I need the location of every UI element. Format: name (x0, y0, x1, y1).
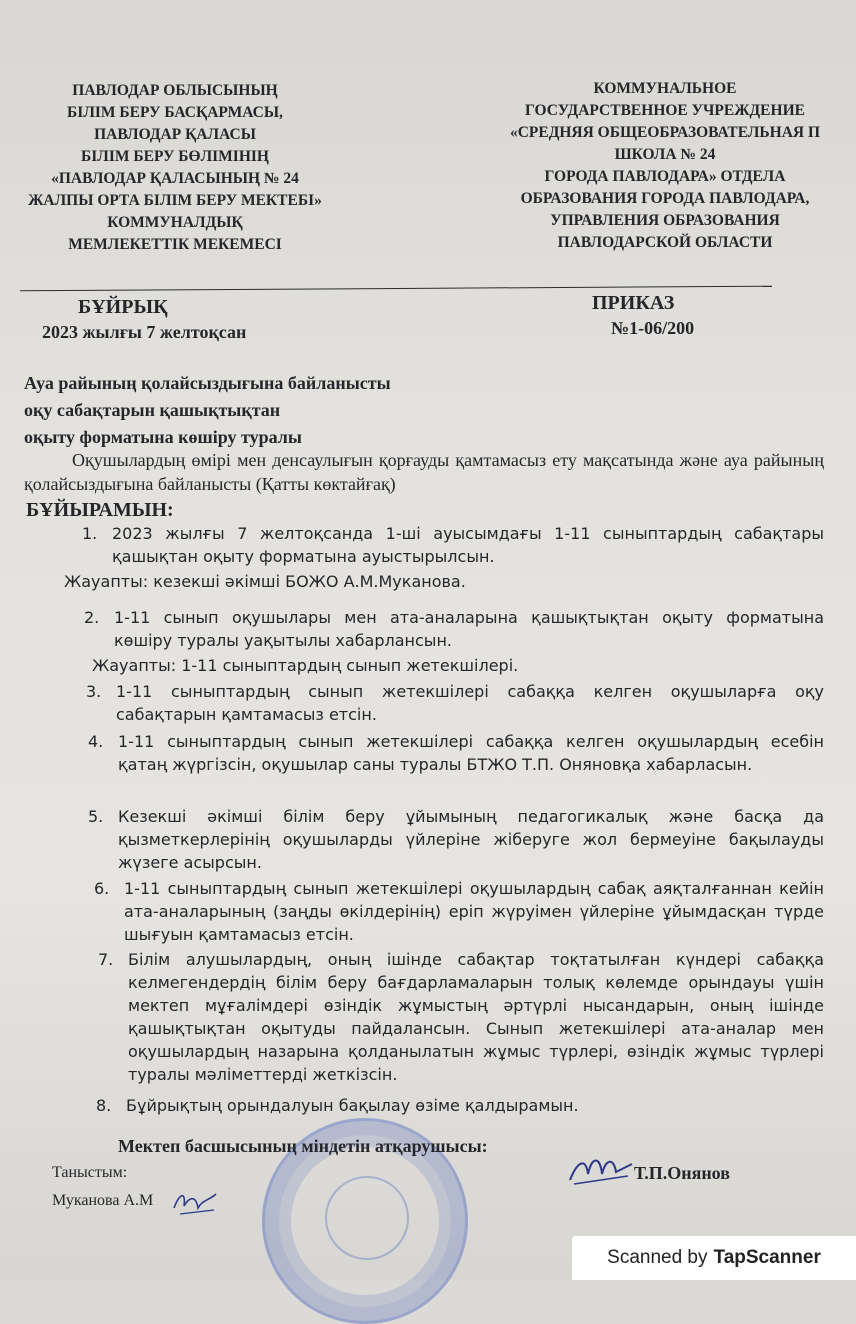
acquainted-name: Муканова А.М (52, 1192, 154, 1209)
list-item: 3. 1-11 сыныптардың сынып жетекшілері сабаққа келген оқушыларға оқу сабақтарын қамтамасыз етсін. (86, 682, 824, 724)
order-word: БҰЙЫРАМЫН: (26, 499, 174, 521)
list-item: 2. 1-11 сынып оқушылары мен ата-аналарына қашықтықтан оқыту форматына көшіру туралы уақытылы хабарлансын. (84, 608, 824, 650)
preamble-text: Оқушылардың өмірі мен денсаулығын қорғауды қамтамасыз ету мақсатында және ауа райының қолайсыздығына байланысты (Қатты көктайғақ) (24, 450, 824, 494)
list-item: 4. 1-11 сыныптардың сынып жетекшілері сабаққа келген оқушылардың есебін қатаң жүргізсін, оқушылар саны туралы БТЖО Т.П. Оняновқа хабарласын. (88, 732, 824, 774)
header-divider (20, 286, 772, 292)
list-item: 1. 2023 жылғы 7 желтоқсанда 1-ші ауысымдағы 1-11 сыныптардың сабақтары қашықтан оқыту форматына ауыстырылсын. (82, 524, 824, 566)
acquainted-signature (170, 1186, 220, 1220)
order-title-kazakh: БҰЙРЫҚ (78, 296, 168, 318)
header-right-russian: КОММУНАЛЬНОЕ ГОСУДАРСТВЕННОЕ УЧРЕЖДЕНИЕ «СРЕДНЯЯ ОБЩЕОБРАЗОВАТЕЛЬНАЯ П ШКОЛА № 24 ГОРОДА ПАВЛОДАРА» ОТДЕЛА ОБРАЗОВАНИЯ ГОРОДА ПАВЛОДАРА, УПРАВЛЕНИЯ ОБРАЗОВАНИЯ ПАВЛОДАРСКОЙ ОБЛАСТИ (509, 80, 821, 251)
director-signature (566, 1150, 636, 1190)
list-item: 5. Кезекші әкімші білім беру ұйымының педагогикалық және басқа да қызметкерлерінің оқушыларды үйлеріне жіберуге жол бермеуіне бақылауды жүзеге асырсын. (88, 807, 824, 872)
signature-name: Т.П.Онянов (634, 1163, 730, 1183)
list-item: 8. Бұйрықтың орындалуын бақылау өзіме қалдырамын. (96, 1096, 579, 1115)
header-left-kazakh: ПАВЛОДАР ОБЛЫСЫНЫҢ БІЛІМ БЕРУ БАСҚАРМАСЫ, ПАВЛОДАР ҚАЛАСЫ БІЛІМ БЕРУ БӨЛІМІНІҢ «ПАВЛОДАР ҚАЛАСЫНЫҢ № 24 ЖАЛПЫ ОРТА БІЛІМ БЕРУ МЕКТЕБІ» КОММУНАЛДЫҚ МЕМЛЕКЕТТІК МЕКЕМЕСІ (28, 82, 322, 253)
order-date: 2023 жылғы 7 желтоқсан (42, 322, 247, 342)
list-item: 6. 1-11 сыныптардың сынып жетекшілері оқушылардың сабақ аяқталғаннан кейін ата-аналарының (заңды өкілдерінің) еріп жүруімен үйлеріне ұйымдасқан түрде шығуын қамтамасыз етсін. (94, 879, 824, 944)
order-title-russian: ПРИКАЗ (592, 292, 675, 314)
acquainted-label: Таныстым: (52, 1164, 128, 1181)
seal-emblem (325, 1176, 409, 1260)
order-number: №1-06/200 (611, 318, 695, 338)
responsible-note: Жауапты: 1-11 сыныптардың сынып жетекшілері. (92, 656, 519, 675)
tapscanner-watermark: Scanned by TapScanner (572, 1236, 856, 1280)
responsible-note: Жауапты: кезекші әкімші БОЖО А.М.Муканова. (64, 572, 466, 591)
order-subject: Ауа райының қолайсыздығына байланысты оқу сабақтарын қашықтықтан оқыту форматына көшіру туралы (24, 373, 391, 447)
list-item: 7. Білім алушылардың, оның ішінде сабақтар тоқтатылған күндері сабаққа келмегендердің білім беру бағдарламаларын толық көлемде орындауы үшін мектеп мұғалімдері өзіндік жұмыстың әртүрлі нысандарын, оның ішінде қашықтықтан оқытуды пайдалансын. Сынып жетекшілері ата-аналар мен оқушылардың назарына қолданылатын жұмыс түрлері, өзіндік жұмыс түрлері туралы мәліметтерді жеткізсін. (98, 950, 824, 1084)
signature-title: Мектеп басшысының міндетін атқарушысы: (118, 1136, 488, 1156)
